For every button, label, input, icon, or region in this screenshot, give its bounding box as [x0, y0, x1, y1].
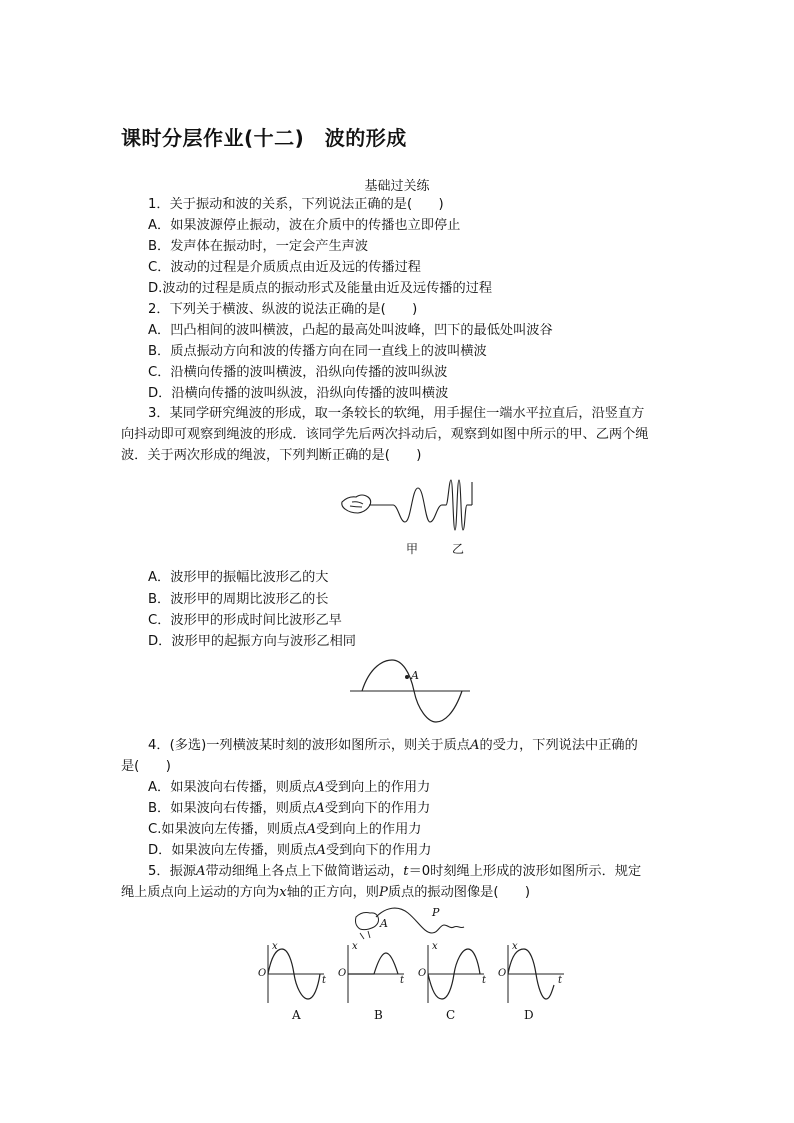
rope-wave: [376, 908, 464, 933]
q1-stem: 1．关于振动和波的关系，下列说法正确的是( ): [148, 197, 444, 212]
point-a-dot: [405, 675, 409, 679]
q3-stem-line2: 向抖动即可观察到绳波的形成．该同学先后两次抖动后，观察到如图中所示的甲、乙两个绳: [121, 427, 649, 442]
q2-option-d: D．沿横向传播的波叫纵波，沿纵向传播的波叫横波: [148, 386, 449, 401]
q5-graph-b: [336, 943, 416, 1005]
axis-origin-label: O: [498, 968, 507, 979]
q1-option-b: B．发声体在振动时，一定会产生声波: [148, 239, 369, 254]
q3-option-b: B．波形甲的周期比波形乙的长: [148, 592, 329, 607]
axis-t-label: t: [322, 975, 327, 986]
q3-rope-wave-figure: [338, 476, 488, 538]
q4-option-b: B．如果波向右传播，则质点A受到向下的作用力: [148, 801, 431, 816]
q5-option-c-label: C: [446, 1008, 456, 1022]
q4-waveform-figure: [350, 656, 472, 724]
q3-label-jia: 甲: [406, 542, 419, 556]
axis-origin-label: O: [418, 968, 427, 979]
axis-t-label: t: [482, 975, 487, 986]
axis-x-label: x: [512, 941, 518, 952]
axis-x-label: x: [272, 941, 278, 952]
q2-option-b: B．质点振动方向和波的传播方向在同一直线上的波叫横波: [148, 344, 487, 359]
q1-option-a: A．如果波源停止振动，波在介质中的传播也立即停止: [148, 218, 461, 233]
q4-stem-line2: 是( ): [121, 759, 171, 774]
axis-origin-label: O: [258, 968, 267, 979]
q5-graph-d: [496, 943, 576, 1005]
axis-origin-label: O: [338, 968, 347, 979]
q3-option-c: C．波形甲的形成时间比波形乙早: [148, 613, 342, 628]
q3-label-yi: 乙: [452, 542, 465, 556]
page-title: 课时分层作业(十二) 波的形成: [121, 126, 407, 150]
q2-option-c: C．沿横向传播的波叫横波，沿纵向传播的波叫纵波: [148, 365, 448, 380]
hand-drawing: [356, 913, 379, 930]
section-heading: 基础过关练: [364, 179, 430, 194]
q5-rope-label-p: P: [432, 906, 440, 919]
q2-option-a: A．凹凸相间的波叫横波，凸起的最高处叫波峰，凹下的最低处叫波谷: [148, 323, 553, 338]
q5-option-b-label: B: [374, 1008, 383, 1022]
q4-option-a: A．如果波向右传播，则质点A受到向上的作用力: [148, 780, 431, 795]
q5-stem-line1: 5．振源A带动细绳上各点上下做简谐运动，t＝0时刻绳上形成的波形如图所示．规定: [148, 864, 642, 879]
q3-stem-line1: 3．某同学研究绳波的形成，取一条较长的软绳，用手握住一端水平拉直后，沿竖直方: [148, 406, 645, 421]
q2-stem: 2．下列关于横波、纵波的说法正确的是( ): [148, 302, 418, 317]
q5-graph-a: [256, 943, 336, 1005]
q5-rope-label-a: A: [380, 917, 388, 930]
wave-jia: [393, 488, 442, 522]
q1-option-d: D.波动的过程是质点的振动形式及能量由近及远传播的过程: [148, 281, 493, 296]
q3-stem-line3: 波．关于两次形成的绳波，下列判断正确的是( ): [121, 448, 422, 463]
q4-option-c: C.如果波向左传播，则质点A受到向上的作用力: [148, 822, 422, 837]
axis-t-label: t: [558, 975, 563, 986]
q5-option-a-label: A: [292, 1008, 301, 1022]
axis-x-label: x: [432, 941, 438, 952]
q5-graph-c: [416, 943, 496, 1005]
axis-x-label: x: [352, 941, 358, 952]
q3-option-d: D．波形甲的起振方向与波形乙相同: [148, 634, 356, 649]
q4-point-a-label: A: [411, 669, 419, 682]
q4-option-d: D．如果波向左传播，则质点A受到向下的作用力: [148, 843, 432, 858]
q3-option-a: A．波形甲的振幅比波形乙的大: [148, 570, 329, 585]
wave-yi: [446, 480, 467, 530]
axis-t-label: t: [400, 975, 405, 986]
q1-option-c: C．波动的过程是介质质点由近及远的传播过程: [148, 260, 421, 275]
q5-stem-line2: 绳上质点向上运动的方向为x轴的正方向，则P质点的振动图像是( ): [121, 885, 531, 900]
q5-option-d-label: D: [524, 1008, 534, 1022]
q5-rope-figure: [350, 903, 468, 941]
q4-stem-line1: 4．(多选)一列横波某时刻的波形如图所示，则关于质点A的受力，下列说法中正确的: [148, 738, 638, 753]
hand-drawing: [342, 495, 371, 513]
